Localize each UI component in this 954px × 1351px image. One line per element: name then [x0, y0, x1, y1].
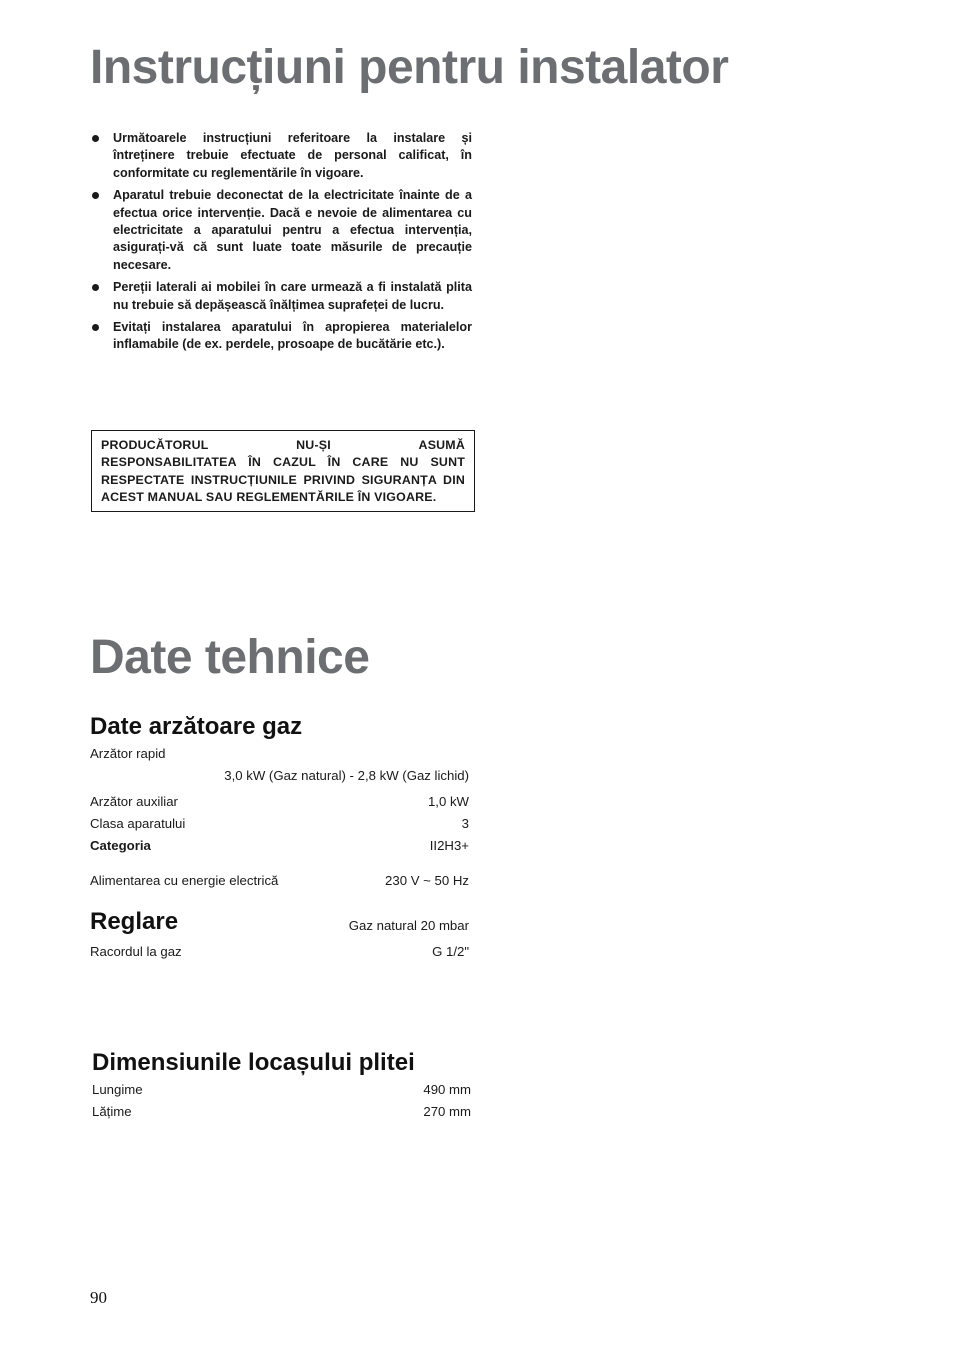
- bullet-text: Pereții laterali ai mobilei în care urmează a fi instalată plita nu trebuie să depășească înălțimea suprafeței de lucru.: [113, 280, 472, 312]
- spec-value: 490 mm: [423, 1082, 471, 1097]
- cutout-dimensions-heading: Dimensiunile locașului plitei: [92, 1049, 415, 1076]
- warning-word: ASUMĂ: [418, 438, 465, 452]
- bullet-icon: [92, 324, 99, 331]
- list-item: [90, 319, 472, 354]
- bullet-icon: [92, 192, 99, 199]
- spec-value: II2H3+: [429, 838, 469, 853]
- spec-value: 270 mm: [423, 1104, 471, 1119]
- spec-label: Clasa aparatului: [90, 816, 186, 831]
- spec-label: Racordul la gaz: [90, 944, 182, 959]
- page-title-instructions: Instrucțiuni pentru instalator: [90, 41, 729, 94]
- page-title-tech-data: Date tehnice: [90, 631, 370, 684]
- spec-value: G 1/2": [432, 944, 469, 959]
- bullet-icon: [92, 284, 99, 291]
- spec-value: Gaz natural 20 mbar: [348, 918, 469, 933]
- spec-label: Lățime: [92, 1104, 132, 1119]
- spec-value: 3: [461, 816, 469, 831]
- bullet-text: Următoarele instrucțiuni referitoare la instalare și întreținere trebuie efectuate de personal calificat, în conformitate cu reglementările în vigoare.: [113, 131, 472, 180]
- spec-label: Arzător rapid: [90, 746, 166, 761]
- liability-warning-box: [91, 430, 475, 512]
- gas-burners-heading: Date arzătoare gaz: [90, 713, 303, 740]
- bullet-icon: [92, 135, 99, 142]
- adjustment-heading: Reglare: [90, 908, 179, 935]
- list-item: [90, 130, 472, 182]
- spec-value: 1,0 kW: [427, 794, 469, 809]
- spec-label: Arzător auxiliar: [90, 794, 178, 809]
- bullet-text: Aparatul trebuie deconectat de la electricitate înainte de a efectua orice intervenție. Dacă e nevoie de alimentarea cu electricitate a aparatului pentru a efectua intervenția, asigurați-vă că sunt luate toate măsurile de precauție necesare.: [113, 188, 472, 272]
- warning-word: PRODUCĂTORUL: [101, 438, 209, 452]
- list-item: [90, 279, 472, 314]
- page-number: 90: [90, 1288, 107, 1307]
- spec-value: 3,0 kW (Gaz natural) - 2,8 kW (Gaz lichid): [224, 768, 469, 783]
- warning-first-line: [101, 437, 465, 454]
- instructions-list: [90, 130, 472, 359]
- list-item: [90, 187, 472, 274]
- bullet-text: Evitați instalarea aparatului în apropierea materialelor inflamabile (de ex. perdele, prosoape de bucătărie etc.).: [113, 320, 472, 352]
- spec-label: Categoria: [90, 838, 151, 853]
- warning-word: NU-ȘI: [296, 438, 331, 452]
- warning-text: RESPONSABILITATEA ÎN CAZUL ÎN CARE NU SUNT RESPECTATE INSTRUCȚIUNILE PRIVIND SIGURANȚA DIN ACEST MANUAL SAU REGLEMENTĂRILE ÎN VIGOARE.: [101, 455, 465, 505]
- spec-label: Alimentarea cu energie electrică: [90, 873, 279, 888]
- spec-value: 230 V ~ 50 Hz: [385, 873, 469, 888]
- spec-label: Lungime: [92, 1082, 143, 1097]
